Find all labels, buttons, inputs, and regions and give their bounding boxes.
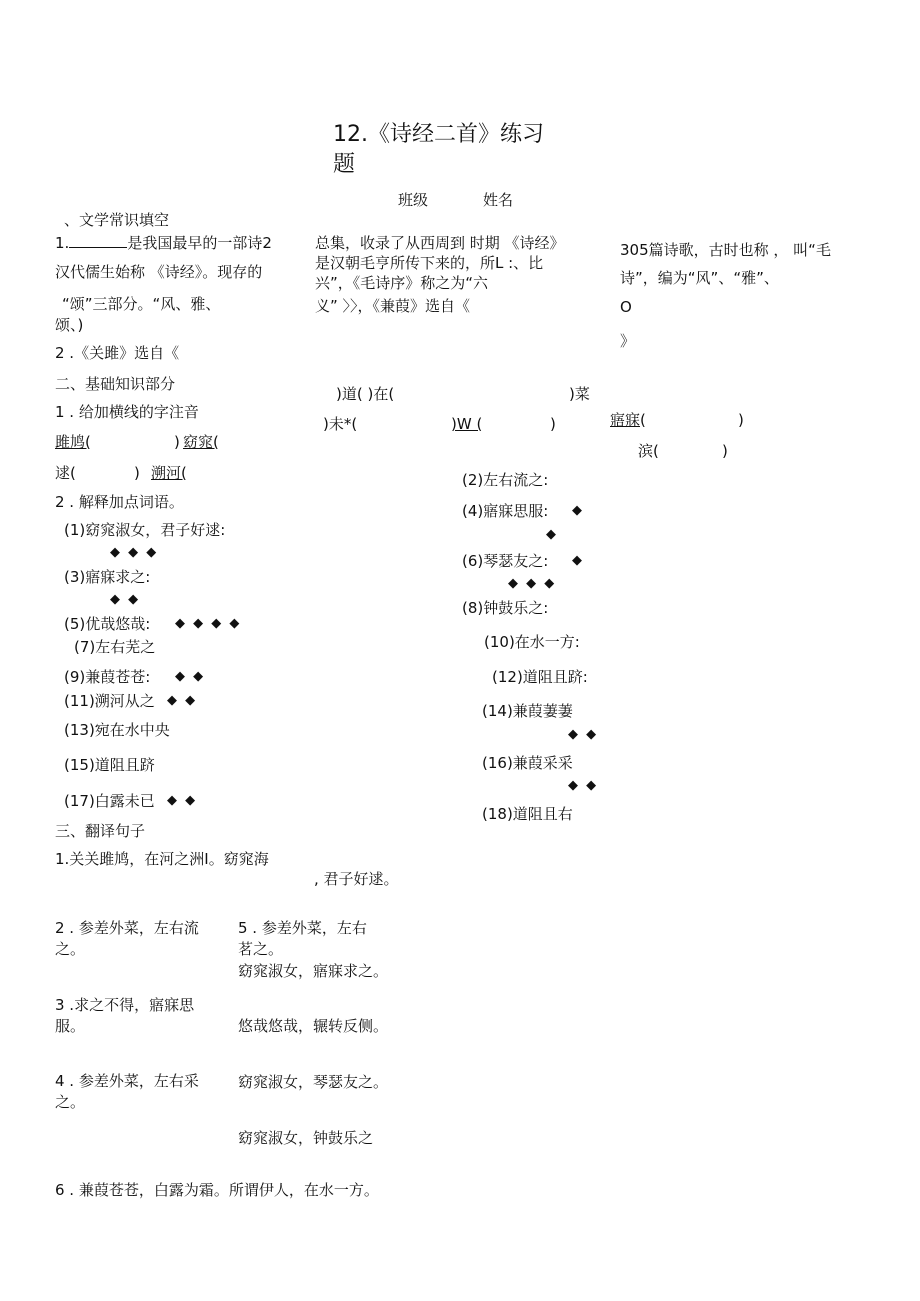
s1-q2: 2 .《关雎》选自《 <box>55 344 180 362</box>
item-5: (5)优哉悠哉: <box>64 615 151 633</box>
s1-mid-line3: 兴”，《毛诗序》称之为“六 <box>315 274 489 292</box>
item-4: (4)寤寐思服: <box>462 502 549 520</box>
s1-mid-line4: 义” 〉〉，《兼葭》选自《 <box>315 297 471 315</box>
translate-5: 5 . 参差外菜，左右 <box>238 919 367 937</box>
s1-q1-line4: 颂、) <box>55 316 84 334</box>
pinyin-mid-2-end: ) <box>550 415 556 433</box>
item-16: (16)兼葭采采 <box>482 754 573 772</box>
s1-mid-line1: 总集，收录了从西周到 时期 《诗经》 <box>315 234 565 252</box>
translate-4-end: 之。 <box>55 1093 86 1111</box>
translate-1-end: , 君子好逑。 <box>314 870 399 888</box>
emphasis-dots-16: ◆ ◆ <box>568 778 599 793</box>
item-7: (7)左右芜之 <box>74 638 156 656</box>
s1-q1 <box>55 233 272 253</box>
pinyin-mid-2b <box>451 414 482 434</box>
pinyin-right-1-close: ) <box>738 411 744 429</box>
translate-3: 3 .求之不得，寤寐思 <box>55 996 195 1014</box>
s1-right-line3: O <box>620 298 632 316</box>
pinyin-item-3: 逑( <box>55 464 76 482</box>
item-9: (9)兼葭苍苍: <box>64 668 151 686</box>
emphasis-dots-3: ◆ ◆ <box>110 592 141 607</box>
item-18: (18)道阻且右 <box>482 805 573 823</box>
s2-q1: 1 . 给加横线的字注音 <box>55 403 199 421</box>
pinyin-mid-1: )道( )在( <box>336 385 395 403</box>
pinyin-item-2 <box>183 432 219 452</box>
emphasis-dots-17: ◆ ◆ <box>167 793 198 808</box>
pinyin-word-4: 溯河( <box>151 464 187 482</box>
s1-mid-line2: 是汉朝毛亨所传下来的，所L :、比 <box>315 254 544 272</box>
name-label: 姓名 <box>483 191 514 209</box>
s1-q1-number: 1 <box>55 234 65 252</box>
emphasis-dots-11: ◆ ◆ <box>167 693 198 708</box>
pinyin-right-1-word: 寤寐 <box>610 411 641 429</box>
pinyin-right-2: 滨( <box>638 442 659 460</box>
pinyin-right-1-open: ( <box>640 411 646 429</box>
emphasis-dots-4a: ◆ <box>572 503 584 518</box>
emphasis-dots-4b: ◆ <box>546 527 558 542</box>
item-13: (13)宛在水中央 <box>64 721 170 739</box>
item-1: (1)窈窕淑女，君子好逑: <box>64 521 226 539</box>
item-2: (2)左右流之: <box>462 471 549 489</box>
translate-5-line3: 窈窕淑女，寤寐求之。 <box>238 962 389 980</box>
s2-q2: 2 . 解释加点词语。 <box>55 493 184 511</box>
item-11: (11)溯河从之 <box>64 692 155 710</box>
translate-2: 2 . 参差外菜，左右流 <box>55 919 199 937</box>
pinyin-word-2: 窈窕( <box>183 433 219 451</box>
page-title-line2: 题 <box>333 152 356 177</box>
emphasis-dots-14: ◆ ◆ <box>568 727 599 742</box>
class-label: 班级 <box>398 191 429 209</box>
translate-5-line5: 窈窕淑女，琴瑟友之。 <box>238 1073 389 1091</box>
s1-q1-line2: 汉代儒生始称 《诗经》。现存的 <box>55 263 263 281</box>
pinyin-mid-2: )未*( <box>323 415 358 433</box>
item-17: (17)白露未已 <box>64 792 155 810</box>
emphasis-dots-6a: ◆ <box>572 553 584 568</box>
pinyin-item-1-close: ) <box>174 433 180 451</box>
item-8: (8)钟鼓乐之: <box>462 599 549 617</box>
item-15: (15)道阻且跻 <box>64 756 155 774</box>
pinyin-mid-2b-text: )W ( <box>451 415 483 433</box>
translate-2-end: 之。 <box>55 940 86 958</box>
s1-right-line1: 305篇诗歌，古时也称 ， 叫“毛 <box>620 241 831 259</box>
pinyin-item-3-close: ) <box>134 464 140 482</box>
pinyin-mid-1-end: )菜 <box>569 385 590 403</box>
s1-q1-text: 是我国最早的一部诗2 <box>127 234 272 252</box>
s1-q1-blank[interactable]: . <box>65 234 128 252</box>
item-6: (6)琴瑟友之: <box>462 552 549 570</box>
emphasis-dots-6b: ◆ ◆ ◆ <box>508 576 557 591</box>
pinyin-right-2-close: ) <box>722 442 728 460</box>
section-1-heading: 、文学常识填空 <box>64 211 170 229</box>
s1-right-line2: 诗”，编为“风”、“雅”、 <box>620 269 779 287</box>
section-2-heading: 二、基础知识部分 <box>55 375 176 393</box>
emphasis-dots-1: ◆ ◆ ◆ <box>110 545 159 560</box>
pinyin-right-1 <box>610 410 646 430</box>
pinyin-word-1: 雎鸠( <box>55 433 91 451</box>
translate-1: 1.关关雎鸠，在河之洲I。窈窕海 <box>55 850 269 868</box>
item-12: (12)道阻且跻: <box>492 668 588 686</box>
translate-6: 6 . 兼葭苍苍，白露为霜。所谓伊人，在水一方。 <box>55 1181 379 1199</box>
translate-5-line4: 悠哉悠哉，辗转反侧。 <box>238 1017 389 1035</box>
pinyin-item-1 <box>55 432 91 452</box>
s1-q1-line3: “颂”三部分。“风、雅、 <box>62 295 221 313</box>
translate-4: 4 . 参差外菜，左右采 <box>55 1072 199 1090</box>
item-10: (10)在水一方: <box>484 633 580 651</box>
item-3: (3)寤寐求之: <box>64 568 151 586</box>
item-14: (14)兼葭萋萋 <box>482 702 573 720</box>
translate-5-line2: 茗之。 <box>238 940 284 958</box>
section-3-heading: 三、翻译句子 <box>55 822 146 840</box>
pinyin-item-4 <box>151 463 187 483</box>
page-title: 12.《诗经二首》练习 <box>333 122 544 147</box>
s1-right-line4: 》 <box>620 332 636 350</box>
emphasis-dots-5: ◆ ◆ ◆ ◆ <box>175 616 242 631</box>
translate-5-line6: 窈窕淑女，钟鼓乐之 <box>238 1129 374 1147</box>
emphasis-dots-9: ◆ ◆ <box>175 669 206 684</box>
translate-3-end: 服。 <box>55 1017 86 1035</box>
